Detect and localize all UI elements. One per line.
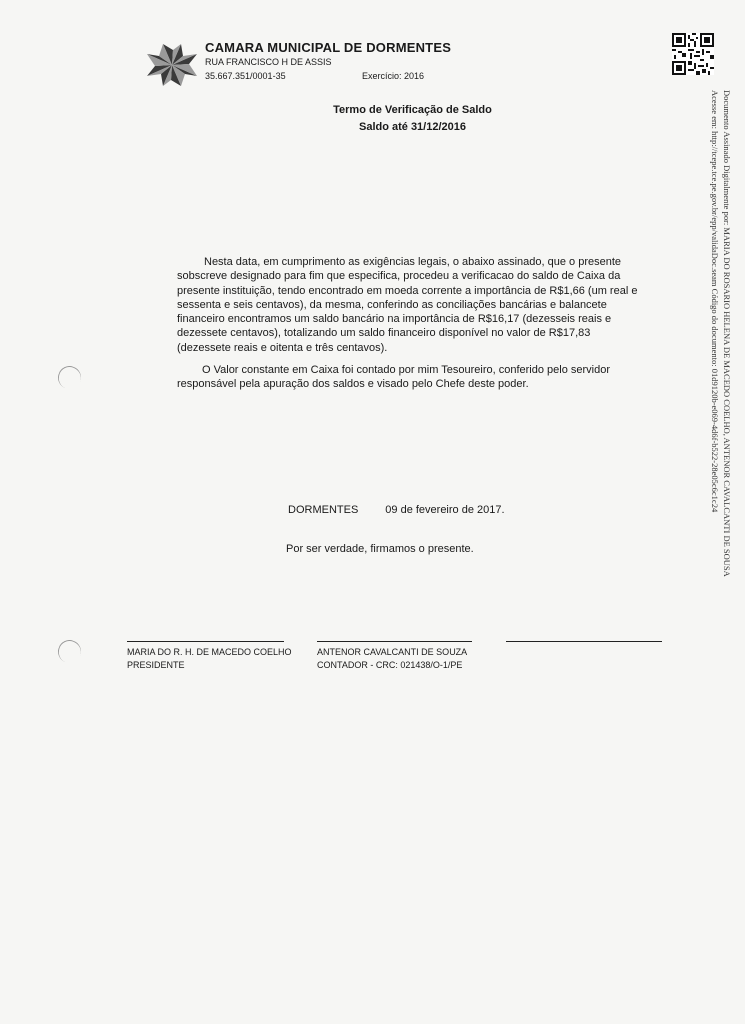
date: 09 de fevereiro de 2017. [385, 504, 505, 516]
organization-name: CAMARA MUNICIPAL DE DORMENTES [205, 40, 452, 55]
document-subtitle: Saldo até 31/12/2016 [358, 121, 466, 133]
digital-signature-signers: Documento Assinado Digitalmente por: MARIA DO ROSARIO HELENA DE MACEDO COELHO, ANTENOR CAVALCANTI DE SOUSA [722, 90, 732, 577]
organization-cnpj: 35.667.351/0001-35 [205, 71, 286, 81]
signatory-role: PRESIDENTE [127, 660, 185, 670]
punch-hole-mark [55, 363, 84, 392]
signatory-name: MARIA DO R. H. DE MACEDO COELHO [127, 647, 292, 657]
verification-paragraph: Nesta data, em cumprimento as exigências legais, o abaixo assinado, que o presente sobscreve designado para fim que especifica, procedeu a verificacao do saldo de Caixa da presente instituição, tendo encontrado em moeda corrente a importância de R$1,66 (um real e sessenta e seis centavos), da mesma, conferindo as conciliações bancárias e balancete financeiro encontramos um saldo bancário na importância de R$16,17 (dezesseis reais e dezessete centavos), totalizando um saldo financeiro disponível no valor de R$17,83 (dezessete reais e oitenta e três centavos). [177, 256, 638, 354]
camara-logo-icon [143, 40, 201, 90]
signatory-accountant [317, 646, 467, 672]
document-title: Termo de Verificação de Saldo [333, 104, 492, 116]
organization-address: RUA FRANCISCO H DE ASSIS [205, 57, 332, 67]
place-date [288, 504, 505, 516]
signature-line [317, 641, 472, 642]
qr-code-icon [672, 33, 714, 75]
fiscal-year: Exercício: 2016 [362, 71, 425, 81]
signatory-name: ANTENOR CAVALCANTI DE SOUZA [317, 647, 468, 657]
signatory-role: CONTADOR - CRC: 021438/O-1/PE [317, 660, 463, 670]
digital-signature-note [709, 90, 733, 577]
digital-signature-verification: Acesse em: http://tcepe.tce.pe.gov.br/epp/validaDoc.seam Código do documento: 01d9120b-e069-4d6f-b522-28e05c6c1c24 [710, 90, 720, 513]
signature-line [127, 641, 284, 642]
signature-line [506, 641, 662, 642]
closing-statement: Por ser verdade, firmamos o presente. [286, 543, 474, 555]
city: DORMENTES [288, 504, 359, 516]
punch-hole-mark [55, 637, 84, 666]
cash-count-paragraph: O Valor constante em Caixa foi contado por mim Tesoureiro, conferido pelo servidor responsável pela apuração dos saldos e visado pelo Chefe deste poder. [177, 364, 611, 391]
signatory-president [127, 646, 292, 672]
